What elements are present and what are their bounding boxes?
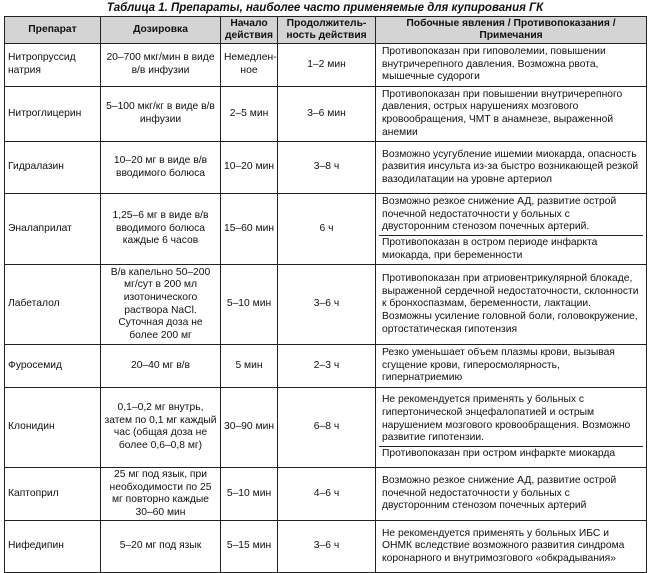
side-effect-note: Не рекомендуется применять у больных ИБС и ОНМК вследствие возможного развития синдрома коронарного и внутримозгового «обкрадывания»: [382, 527, 625, 565]
table-row: [5, 86, 647, 141]
onset-cell: 5–10 мин: [221, 265, 278, 345]
header-drug: Препарат: [5, 17, 101, 44]
side-effects-cell: [376, 387, 647, 467]
side-effects-cell: [376, 467, 647, 520]
dose-cell: 20–700 мкг/мин в виде в/в инфузии: [101, 44, 221, 87]
duration-cell: 3–6 мин: [278, 86, 376, 141]
table-header-row: [5, 17, 647, 44]
drug-name-cell: Каптоприл: [5, 467, 101, 520]
dose-cell: 0,1–0,2 мг внутрь, затем по 0,1 мг каждый час (общая доза не более 0,6–0,8 мг): [101, 387, 221, 467]
table-caption: Таблица 1. Препараты, наиболее часто применяемые для купирования ГК: [106, 2, 544, 14]
side-effect-note: Резко уменьшает объем плазмы крови, вызывая сгущение крови, гиперосмолярность, гипернатриемию: [382, 347, 615, 384]
drug-name-cell: Нифедипин: [5, 521, 101, 573]
side-effect-note: Возможно резкое снижение АД, развитие острой почечной недостаточности у больных с двусторонним стенозом почечных артерий: [382, 475, 617, 512]
side-effect-note: Противопоказан при атриовентрикулярной блокаде, выраженной сердечной недостаточности, склонности к бронхоспазмам, беременности, лактации. Возможны усиление головной боли, головокружение, ортостатическая гипотензия: [382, 273, 639, 335]
dose-cell: 10–20 мг в виде в/в вводимого болюса: [101, 142, 221, 194]
header-onset: Начало действия: [221, 17, 278, 44]
header-dose: Дозировка: [101, 17, 221, 44]
onset-cell: 5–15 мин: [221, 521, 278, 573]
side-effects-cell: [376, 86, 647, 141]
table-row: [5, 194, 647, 265]
side-effect-note: Противопоказан при гиповолемии, повышении внутричерепного давления. Возможна рвота, мышечные судороги: [382, 46, 606, 83]
duration-cell: 4–6 ч: [278, 467, 376, 520]
side-effects-cell: [376, 194, 647, 265]
table-row: [5, 345, 647, 388]
dose-cell: 1,25–6 мг в виде в/в вводимого болюса каждые 6 часов: [101, 194, 221, 265]
side-effect-note: Противопоказан при повышении внутричерепного давления, острых нарушениях мозгового кровообращения, ЧМТ в анамнезе, выраженной анемии: [382, 88, 623, 138]
dose-cell: 25 мг под язык, при необходимости по 25 мг повторно каждые 30–60 мин: [101, 467, 221, 520]
duration-cell: 2–3 ч: [278, 345, 376, 388]
onset-cell: 15–60 мин: [221, 194, 278, 265]
drug-name-cell: Гидралазин: [5, 142, 101, 194]
side-effect-note: Противопоказан в остром периоде инфаркта миокарда, при беременности: [379, 235, 643, 263]
header-side-effects: Побочные явления / Противопоказания / Примечания: [376, 17, 647, 44]
dose-cell: 20–40 мг в/в: [101, 345, 221, 388]
side-effects-cell: [376, 44, 647, 87]
drug-name-cell: Фуросемид: [5, 345, 101, 388]
duration-cell: 1–2 мин: [278, 44, 376, 87]
onset-cell: 5 мин: [221, 345, 278, 388]
drug-name-cell: Эналаприлат: [5, 194, 101, 265]
drugs-table: [4, 16, 647, 573]
side-effects-cell: [376, 521, 647, 573]
dose-cell: В/в капельно 50–200 мг/сут в 200 мл изотонического раствора NaCl. Суточная доза не более 200 мг: [101, 265, 221, 345]
side-effects-cell: [376, 142, 647, 194]
duration-cell: 6–8 ч: [278, 387, 376, 467]
onset-cell: Немедлен-ное: [221, 44, 278, 87]
table-row: [5, 387, 647, 467]
drug-name-cell: Нитропруссид натрия: [5, 44, 101, 87]
duration-cell: 3–6 ч: [278, 521, 376, 573]
side-effects-cell: [376, 345, 647, 388]
side-effect-note: Возможно резкое снижение АД, развитие острой почечной недостаточности у больных с двусторонним стенозом почечных артерий.: [382, 196, 617, 233]
side-effects-cell: [376, 265, 647, 345]
dose-cell: 5–20 мг под язык: [101, 521, 221, 573]
table-row: [5, 265, 647, 345]
onset-cell: 5–10 мин: [221, 467, 278, 520]
dose-cell: 5–100 мкг/кг в виде в/в инфузии: [101, 86, 221, 141]
table-row: [5, 467, 647, 520]
header-duration: Продолжитель-ность действия: [278, 17, 376, 44]
onset-cell: 30–90 мин: [221, 387, 278, 467]
duration-cell: 6 ч: [278, 194, 376, 265]
drug-name-cell: Клонидин: [5, 387, 101, 467]
onset-cell: 2–5 мин: [221, 86, 278, 141]
duration-cell: 3–6 ч: [278, 265, 376, 345]
table-row: [5, 521, 647, 573]
side-effect-note: Не рекомендуется применять у больных с гипертонической энцефалопатией и острым нарушением мозгового кровообращения. Возможно развитие гипотензии.: [382, 394, 631, 444]
drug-name-cell: Нитроглицерин: [5, 86, 101, 141]
table-row: [5, 142, 647, 194]
drug-name-cell: Лабеталол: [5, 265, 101, 345]
onset-cell: 10–20 мин: [221, 142, 278, 194]
duration-cell: 3–8 ч: [278, 142, 376, 194]
side-effect-note: Возможно усугубление ишемии миокарда, опасность развития инсульта из-за быстро возникающей резкой вазодилатации на уровне артериол: [382, 148, 639, 185]
side-effect-note: Противопоказан при остром инфаркте миокарда: [379, 446, 643, 462]
table-row: [5, 44, 647, 87]
